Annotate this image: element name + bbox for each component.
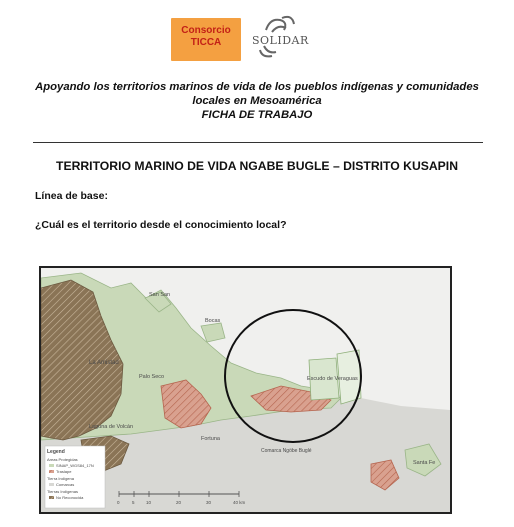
solidar-logo xyxy=(252,14,312,62)
label-laguna: Laguna de Volcán xyxy=(89,424,134,430)
label-bocas: Bocas xyxy=(205,318,221,324)
project-subtitle xyxy=(20,80,494,122)
scale-tick: 20 xyxy=(176,500,182,505)
legend-swatch-sinap xyxy=(49,464,54,467)
legend-item: Tierras Indígenas xyxy=(47,489,78,494)
territory-map xyxy=(39,266,452,514)
label-escudo: Escudo de Veraguas xyxy=(307,376,358,382)
scale-tick: 10 xyxy=(146,500,152,505)
solidar-word: SOLIDAR xyxy=(252,34,309,47)
subtitle-line-1: Apoyando los territorios marinos de vida de los pueblos indígenas y comunidades xyxy=(35,81,479,93)
scale-tick: 5 xyxy=(132,500,135,505)
label-comarca: Comarca Ngöbe Buglé xyxy=(261,448,312,454)
horizontal-divider xyxy=(33,142,483,143)
subtitle-line-2: locales en Mesoamérica xyxy=(192,95,322,107)
map-drawing xyxy=(41,268,450,512)
logo-line-consorcio: Consorcio xyxy=(181,25,231,36)
baseline-label: Línea de base: xyxy=(35,190,108,202)
document-title: TERRITORIO MARINO DE VIDA NGABE BUGLE – DISTRITO KUSAPIN xyxy=(56,159,458,173)
subtitle-line-3: FICHA DE TRABAJO xyxy=(201,109,313,121)
legend-item: Traslape xyxy=(56,469,72,474)
legend-swatch-no-reconocida xyxy=(49,496,54,499)
label-palo-seco: Palo Seco xyxy=(139,374,165,380)
scale-tick: 40 km xyxy=(233,500,246,505)
label-la-amistad: La Amistad xyxy=(89,360,119,366)
label-santa-fe: Santa Fe xyxy=(413,460,436,466)
legend-swatch-comarcas xyxy=(49,483,54,486)
legend-item: SINAP_WGS84_17N xyxy=(56,463,94,468)
label-san-san: San San xyxy=(149,292,171,298)
legend-item: Comarcas xyxy=(56,482,75,487)
legend-swatch-traslape xyxy=(49,470,54,473)
logo-line-ticca: TICCA xyxy=(190,37,222,48)
label-fortuna: Fortuna xyxy=(201,436,220,442)
legend-item: No Reconocida xyxy=(56,495,84,500)
legend-title: Legend xyxy=(47,449,65,455)
scale-tick: 0 xyxy=(117,500,120,505)
legend-item: Areas Protegidas xyxy=(47,457,78,462)
territory-question: ¿Cuál es el territorio desde el conocimiento local? xyxy=(35,219,287,231)
scale-tick: 30 xyxy=(206,500,212,505)
legend-item: Tierra Indígena xyxy=(47,476,74,481)
consorcio-ticca-logo xyxy=(171,18,241,61)
